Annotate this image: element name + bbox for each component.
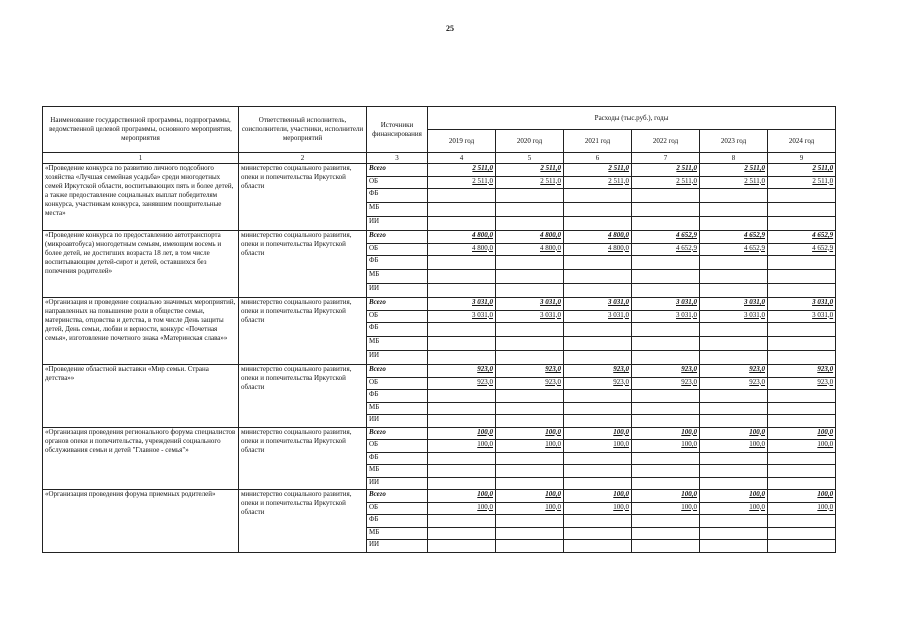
table-row xyxy=(43,164,836,177)
empty-value xyxy=(700,540,768,553)
empty-value xyxy=(496,351,564,365)
empty-value xyxy=(632,527,700,540)
empty-value xyxy=(496,515,564,528)
ob-value: 3 031,0 xyxy=(632,310,700,323)
ob-value: 100,0 xyxy=(632,440,700,453)
activity-name: «Проведение конкурса по предоставлению автотранспорта (микроавтобуса) многодетным семьям, имеющим восемь и более детей, не достигших возраста 18 лет, в том числе воспитывающим детей-сирот и детей, оставшихся без попечения родителей» xyxy=(43,231,239,298)
funding-source: ИИ xyxy=(367,351,428,365)
total-value: 923,0 xyxy=(428,365,496,378)
header-year: 2021 год xyxy=(564,130,632,153)
empty-value xyxy=(700,527,768,540)
empty-value xyxy=(496,402,564,415)
empty-value xyxy=(564,323,632,337)
ob-value: 4 800,0 xyxy=(428,243,496,256)
ob-value: 923,0 xyxy=(632,377,700,390)
ob-value: 3 031,0 xyxy=(564,310,632,323)
empty-value xyxy=(632,189,700,203)
empty-value xyxy=(700,256,768,270)
ob-value: 3 031,0 xyxy=(496,310,564,323)
ob-value: 4 652,9 xyxy=(700,243,768,256)
empty-value xyxy=(632,477,700,490)
ob-value: 100,0 xyxy=(564,440,632,453)
empty-value xyxy=(700,515,768,528)
total-value: 2 511,0 xyxy=(768,164,836,177)
empty-value xyxy=(564,203,632,217)
empty-value xyxy=(768,217,836,231)
funding-source: ОБ xyxy=(367,310,428,323)
funding-source: ОБ xyxy=(367,502,428,515)
header-year: 2023 год xyxy=(700,130,768,153)
ob-value: 100,0 xyxy=(632,502,700,515)
empty-value xyxy=(496,477,564,490)
funding-source: ИИ xyxy=(367,284,428,298)
empty-value xyxy=(564,515,632,528)
funding-source: МБ xyxy=(367,527,428,540)
executor: министерство социального развития, опеки и попечительства Иркутской области xyxy=(239,164,367,231)
empty-value xyxy=(428,337,496,351)
empty-value xyxy=(768,256,836,270)
empty-value xyxy=(564,402,632,415)
empty-value xyxy=(632,203,700,217)
empty-value xyxy=(428,515,496,528)
empty-value xyxy=(496,527,564,540)
total-value: 4 800,0 xyxy=(496,231,564,244)
executor: министерство социального развития, опеки и попечительства Иркутской области xyxy=(239,365,367,428)
empty-value xyxy=(564,270,632,284)
ob-value: 4 652,9 xyxy=(768,243,836,256)
header-year: 2020 год xyxy=(496,130,564,153)
total-value: 3 031,0 xyxy=(564,298,632,311)
empty-value xyxy=(428,284,496,298)
expenses-table xyxy=(42,106,836,553)
table-row xyxy=(43,365,836,378)
ob-value: 100,0 xyxy=(700,440,768,453)
ob-value: 4 800,0 xyxy=(496,243,564,256)
executor: министерство социального развития, опеки и попечительства Иркутской области xyxy=(239,490,367,553)
empty-value xyxy=(496,284,564,298)
empty-value xyxy=(564,189,632,203)
total-value: 100,0 xyxy=(496,490,564,503)
funding-source: Всего xyxy=(367,365,428,378)
total-value: 100,0 xyxy=(632,490,700,503)
empty-value xyxy=(564,452,632,465)
empty-value xyxy=(632,351,700,365)
ob-value: 3 031,0 xyxy=(700,310,768,323)
ob-value: 923,0 xyxy=(768,377,836,390)
empty-value xyxy=(700,323,768,337)
ob-value: 100,0 xyxy=(428,440,496,453)
ob-value: 3 031,0 xyxy=(768,310,836,323)
funding-source: МБ xyxy=(367,203,428,217)
empty-value xyxy=(700,217,768,231)
empty-value xyxy=(428,189,496,203)
total-value: 100,0 xyxy=(564,427,632,440)
header-year: 2022 год xyxy=(632,130,700,153)
table-body xyxy=(43,164,836,553)
activity-name: «Проведение конкурса по развитию личного подсобного хозяйства «Лучшая семейная усадьба» среди многодетных семей Иркутской области, воспитывающих пять и более детей, а также предоставление социальных выплат победителям конкурса, участникам конкурса, занявшим поощрительные места» xyxy=(43,164,239,231)
funding-source: ИИ xyxy=(367,477,428,490)
ob-value: 3 031,0 xyxy=(428,310,496,323)
ob-value: 2 511,0 xyxy=(768,176,836,189)
empty-value xyxy=(700,452,768,465)
funding-source: Всего xyxy=(367,427,428,440)
total-value: 4 652,9 xyxy=(768,231,836,244)
funding-source: ИИ xyxy=(367,540,428,553)
total-value: 2 511,0 xyxy=(632,164,700,177)
empty-value xyxy=(632,452,700,465)
total-value: 2 511,0 xyxy=(700,164,768,177)
ob-value: 2 511,0 xyxy=(632,176,700,189)
empty-value xyxy=(768,270,836,284)
empty-value xyxy=(496,189,564,203)
col-number: 6 xyxy=(564,153,632,164)
empty-value xyxy=(632,256,700,270)
empty-value xyxy=(428,203,496,217)
empty-value xyxy=(564,337,632,351)
ob-value: 100,0 xyxy=(496,502,564,515)
ob-value: 100,0 xyxy=(768,502,836,515)
empty-value xyxy=(428,256,496,270)
ob-value: 2 511,0 xyxy=(496,176,564,189)
activity-name: «Организация проведения форума приемных родителей» xyxy=(43,490,239,553)
empty-value xyxy=(496,203,564,217)
empty-value xyxy=(564,465,632,478)
total-value: 3 031,0 xyxy=(700,298,768,311)
empty-value xyxy=(700,402,768,415)
total-value: 3 031,0 xyxy=(496,298,564,311)
empty-value xyxy=(768,203,836,217)
executor: министерство социального развития, опеки и попечительства Иркутской области xyxy=(239,298,367,365)
ob-value: 100,0 xyxy=(768,440,836,453)
empty-value xyxy=(428,217,496,231)
total-value: 923,0 xyxy=(768,365,836,378)
table-row xyxy=(43,490,836,503)
ob-value: 4 800,0 xyxy=(564,243,632,256)
total-value: 100,0 xyxy=(700,490,768,503)
executor: министерство социального развития, опеки и попечительства Иркутской области xyxy=(239,231,367,298)
empty-value xyxy=(632,415,700,428)
funding-source: ФБ xyxy=(367,323,428,337)
executor: министерство социального развития, опеки и попечительства Иркутской области xyxy=(239,427,367,490)
total-value: 4 652,9 xyxy=(700,231,768,244)
empty-value xyxy=(700,477,768,490)
empty-value xyxy=(768,415,836,428)
table-row xyxy=(43,231,836,244)
ob-value: 2 511,0 xyxy=(564,176,632,189)
empty-value xyxy=(564,415,632,428)
empty-value xyxy=(632,465,700,478)
empty-value xyxy=(632,540,700,553)
empty-value xyxy=(632,515,700,528)
col-number: 5 xyxy=(496,153,564,164)
funding-source: МБ xyxy=(367,402,428,415)
funding-source: ОБ xyxy=(367,377,428,390)
ob-value: 923,0 xyxy=(700,377,768,390)
ob-value: 2 511,0 xyxy=(700,176,768,189)
empty-value xyxy=(428,390,496,403)
empty-value xyxy=(428,270,496,284)
ob-value: 100,0 xyxy=(564,502,632,515)
total-value: 100,0 xyxy=(700,427,768,440)
header-executor: Ответственный исполнитель, соисполнители, участники, исполнители мероприятий xyxy=(239,107,367,153)
empty-value xyxy=(428,452,496,465)
empty-value xyxy=(768,477,836,490)
col-number: 7 xyxy=(632,153,700,164)
funding-source: ФБ xyxy=(367,515,428,528)
total-value: 2 511,0 xyxy=(496,164,564,177)
empty-value xyxy=(428,351,496,365)
total-value: 100,0 xyxy=(768,490,836,503)
total-value: 100,0 xyxy=(496,427,564,440)
total-value: 100,0 xyxy=(428,490,496,503)
empty-value xyxy=(700,465,768,478)
total-value: 4 652,9 xyxy=(632,231,700,244)
empty-value xyxy=(496,390,564,403)
empty-value xyxy=(428,402,496,415)
empty-value xyxy=(496,217,564,231)
col-number: 1 xyxy=(43,153,239,164)
total-value: 4 800,0 xyxy=(428,231,496,244)
header-year: 2024 год xyxy=(768,130,836,153)
total-value: 100,0 xyxy=(632,427,700,440)
total-value: 923,0 xyxy=(632,365,700,378)
empty-value xyxy=(768,323,836,337)
funding-source: МБ xyxy=(367,270,428,284)
empty-value xyxy=(768,390,836,403)
ob-value: 100,0 xyxy=(700,502,768,515)
funding-source: Всего xyxy=(367,164,428,177)
ob-value: 923,0 xyxy=(564,377,632,390)
total-value: 100,0 xyxy=(768,427,836,440)
empty-value xyxy=(496,323,564,337)
funding-source: ФБ xyxy=(367,189,428,203)
empty-value xyxy=(496,270,564,284)
empty-value xyxy=(768,452,836,465)
col-number: 2 xyxy=(239,153,367,164)
empty-value xyxy=(768,284,836,298)
total-value: 923,0 xyxy=(496,365,564,378)
empty-value xyxy=(768,515,836,528)
empty-value xyxy=(632,284,700,298)
funding-source: МБ xyxy=(367,337,428,351)
ob-value: 2 511,0 xyxy=(428,176,496,189)
ob-value: 923,0 xyxy=(496,377,564,390)
empty-value xyxy=(564,217,632,231)
funding-source: ОБ xyxy=(367,176,428,189)
empty-value xyxy=(496,465,564,478)
empty-value xyxy=(700,203,768,217)
funding-source: Всего xyxy=(367,490,428,503)
empty-value xyxy=(564,256,632,270)
col-number: 8 xyxy=(700,153,768,164)
empty-value xyxy=(632,402,700,415)
table-row xyxy=(43,298,836,311)
total-value: 2 511,0 xyxy=(564,164,632,177)
funding-source: Всего xyxy=(367,231,428,244)
empty-value xyxy=(768,402,836,415)
activity-name: «Организация и проведение социально значимых мероприятий, направленных на повышение роли в обществе семьи, материнства, отцовства и детства, в том числе День защиты детей, День семьи, любви и верности, конкурс «Почетная семья», изготовление почетного знака «Материнская слава»» xyxy=(43,298,239,365)
ob-value: 100,0 xyxy=(496,440,564,453)
funding-source: ФБ xyxy=(367,390,428,403)
total-value: 4 800,0 xyxy=(564,231,632,244)
total-value: 3 031,0 xyxy=(632,298,700,311)
table-row xyxy=(43,427,836,440)
empty-value xyxy=(564,351,632,365)
empty-value xyxy=(428,323,496,337)
col-number: 4 xyxy=(428,153,496,164)
activity-name: «Проведение областной выставки «Мир семьи. Страна детства»» xyxy=(43,365,239,428)
total-value: 3 031,0 xyxy=(428,298,496,311)
ob-value: 4 652,9 xyxy=(632,243,700,256)
empty-value xyxy=(428,540,496,553)
funding-source: ФБ xyxy=(367,452,428,465)
empty-value xyxy=(632,270,700,284)
empty-value xyxy=(632,337,700,351)
empty-value xyxy=(496,452,564,465)
funding-source: ФБ xyxy=(367,256,428,270)
ob-value: 923,0 xyxy=(428,377,496,390)
empty-value xyxy=(632,390,700,403)
header-expenses: Расходы (тыс.руб.), годы xyxy=(428,107,836,130)
empty-value xyxy=(768,337,836,351)
header-name: Наименование государственной программы, подпрограммы, ведомственной целевой программы, основного мероприятия, мероприятия xyxy=(43,107,239,153)
empty-value xyxy=(564,540,632,553)
empty-value xyxy=(564,477,632,490)
empty-value xyxy=(564,284,632,298)
total-value: 100,0 xyxy=(564,490,632,503)
funding-source: ИИ xyxy=(367,415,428,428)
empty-value xyxy=(564,527,632,540)
activity-name: «Организация проведения регионального форума специалистов органов опеки и попечительства, учреждений социального обслуживания семьи и детей "Главное - семья"» xyxy=(43,427,239,490)
funding-source: Всего xyxy=(367,298,428,311)
empty-value xyxy=(496,256,564,270)
funding-source: ОБ xyxy=(367,243,428,256)
empty-value xyxy=(700,284,768,298)
total-value: 100,0 xyxy=(428,427,496,440)
col-number: 9 xyxy=(768,153,836,164)
total-value: 923,0 xyxy=(700,365,768,378)
empty-value xyxy=(700,189,768,203)
empty-value xyxy=(428,415,496,428)
empty-value xyxy=(768,351,836,365)
empty-value xyxy=(700,337,768,351)
empty-value xyxy=(768,527,836,540)
total-value: 3 031,0 xyxy=(768,298,836,311)
empty-value xyxy=(496,540,564,553)
total-value: 2 511,0 xyxy=(428,164,496,177)
empty-value xyxy=(768,189,836,203)
col-number: 3 xyxy=(367,153,428,164)
funding-source: МБ xyxy=(367,465,428,478)
empty-value xyxy=(496,337,564,351)
empty-value xyxy=(564,390,632,403)
empty-value xyxy=(428,477,496,490)
empty-value xyxy=(632,323,700,337)
empty-value xyxy=(428,465,496,478)
total-value: 923,0 xyxy=(564,365,632,378)
funding-source: ИИ xyxy=(367,217,428,231)
empty-value xyxy=(768,465,836,478)
empty-value xyxy=(768,540,836,553)
funding-source: ОБ xyxy=(367,440,428,453)
header-source: Источники финансирования xyxy=(367,107,428,153)
empty-value xyxy=(428,527,496,540)
empty-value xyxy=(700,390,768,403)
empty-value xyxy=(496,415,564,428)
empty-value xyxy=(700,415,768,428)
header-year: 2019 год xyxy=(428,130,496,153)
empty-value xyxy=(700,351,768,365)
empty-value xyxy=(632,217,700,231)
page-number: 25 xyxy=(446,24,454,33)
empty-value xyxy=(700,270,768,284)
ob-value: 100,0 xyxy=(428,502,496,515)
